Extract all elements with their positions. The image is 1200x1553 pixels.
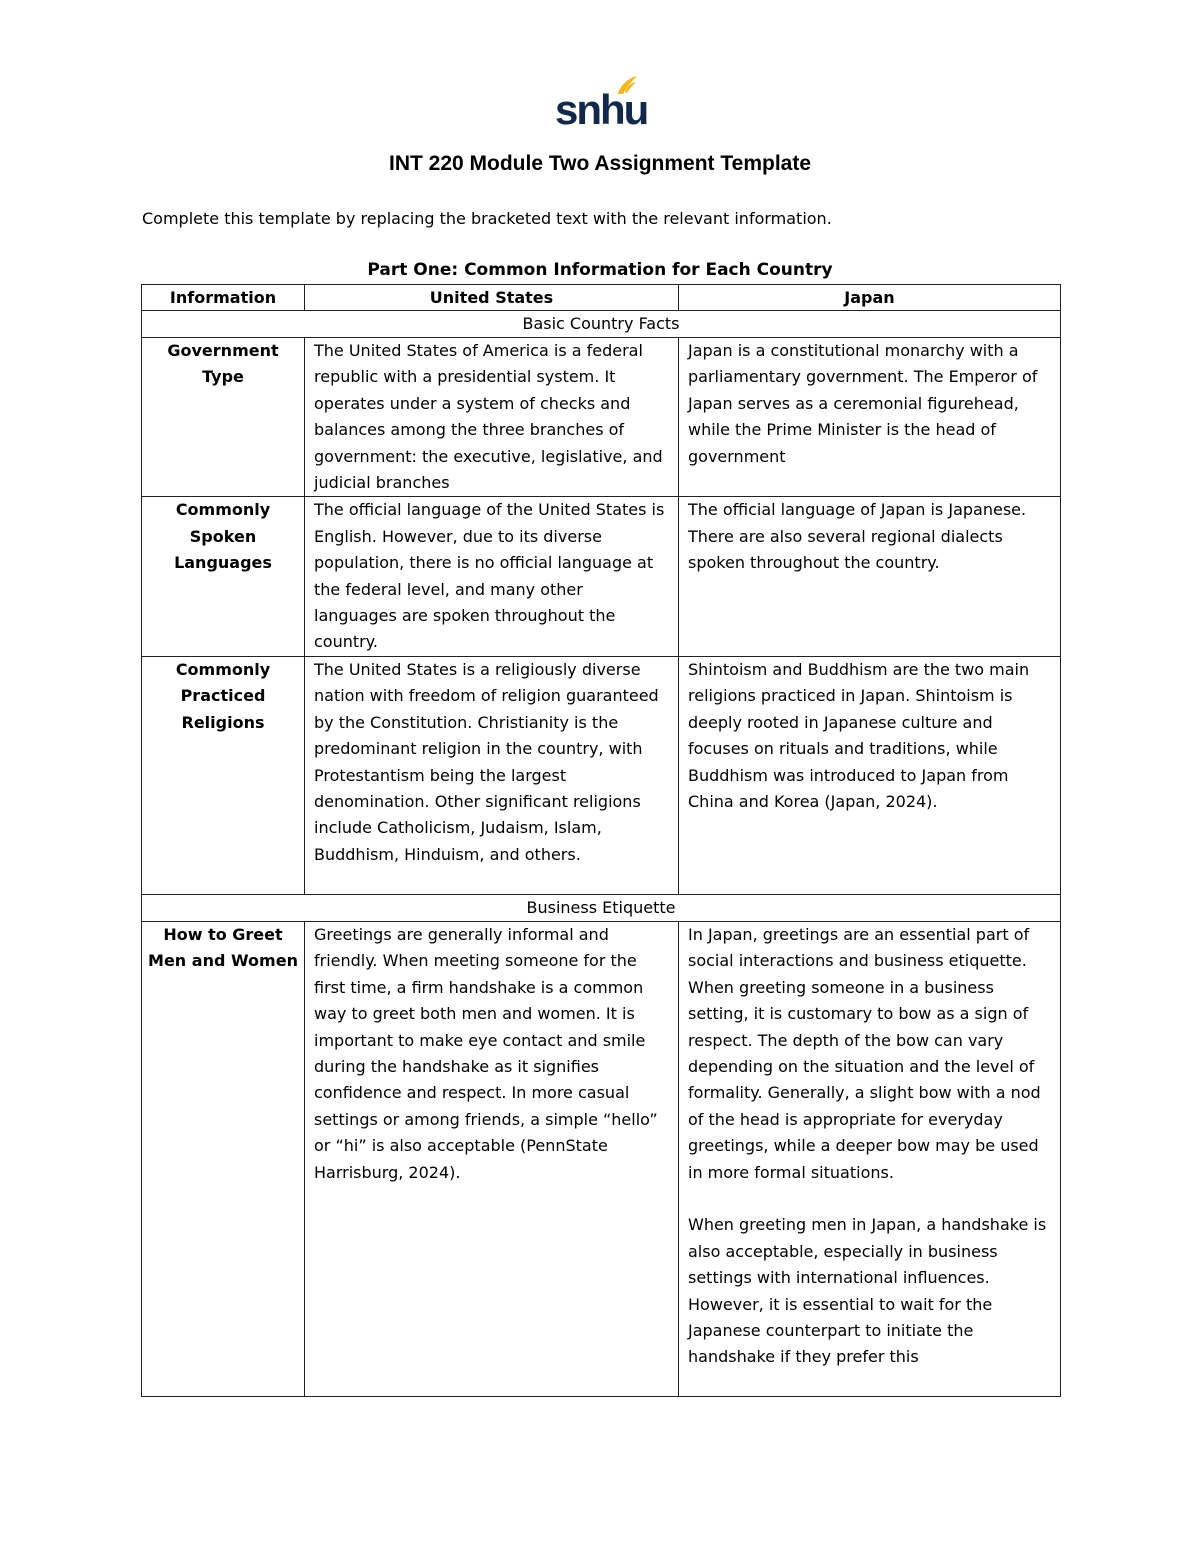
logo-text: snhu: [555, 86, 648, 133]
section-row: [142, 894, 1061, 921]
cell-text: The official language of the United States is English. However, due to its diverse population, there is no official language at the federal level, and many other languages are spoken throughout the country.: [314, 500, 665, 652]
cell-text: Japan is a constitutional monarchy with a parliamentary government. The Emperor of Japan serves as a ceremonial figurehead, while the Prime Minister is the head of government: [688, 341, 1038, 466]
section-basic-country-facts: Basic Country Facts: [142, 311, 1061, 338]
cell-japan-languages: [679, 497, 1061, 656]
header-united-states: United States: [305, 285, 679, 311]
cell-us-languages: [305, 497, 679, 656]
cell-japan-greetings: [679, 921, 1061, 1396]
header-japan: Japan: [679, 285, 1061, 311]
cell-text: Shintoism and Buddhism are the two main religions practiced in Japan. Shintoism is deeply rooted in Japanese culture and focuses on rituals and traditions, while Buddhism was introduced to Japan from China and Korea (Japan, 2024).: [688, 659, 1030, 811]
snhu-logo: [555, 74, 648, 133]
intro-text: Complete this template by replacing the bracketed text with the relevant information.: [142, 209, 832, 228]
cell-text: The United States is a religiously diverse nation with freedom of religion guaranteed by the Constitution. Christianity is the predominant religion in the country, with Protestantism being the largest denomination. Other significant religions include Catholicism, Judaism, Islam, Buddhism, Hinduism, and others.: [314, 659, 659, 864]
cell-us-government: [305, 338, 679, 497]
country-info-table: [141, 284, 1061, 1397]
table-row: [142, 921, 1061, 1396]
cell-text: In Japan, greetings are an essential part of social interactions and business etiquette. When greeting someone in a business setting, it is customary to bow as a sign of respect. The depth of the bow can vary depending on the situation and the level of formality. Generally, a slight bow with a nod of the head is appropriate for everyday greetings, while a deeper bow may be used in more formal situations. When greeting men in Japan, a handshake is also acceptable, especially in business settings with international influences. However, it is essential to wait for the Japanese counterpart to initiate the handshake if they prefer this: [688, 924, 1047, 1367]
table-row: [142, 338, 1061, 497]
row-label-languages: Commonly Spoken Languages: [142, 497, 305, 656]
cell-japan-religions: [679, 656, 1061, 894]
row-label-religions: Commonly Practiced Religions: [142, 656, 305, 894]
page-title: INT 220 Module Two Assignment Template: [389, 152, 811, 175]
cell-japan-government: [679, 338, 1061, 497]
table-header-row: [142, 285, 1061, 311]
cell-text: The official language of Japan is Japanese. There are also several regional dialects spoken throughout the country.: [688, 500, 1027, 573]
cell-text: Greetings are generally informal and friendly. When meeting someone for the first time, a firm handshake is a common way to greet both men and women. It is important to make eye contact and smile during the handshake as it signifies confidence and respect. In more casual settings or among friends, a simple “hello” or “hi” is also acceptable (PennState Harrisburg, 2024).: [314, 924, 658, 1182]
part-heading: Part One: Common Information for Each Country: [367, 260, 833, 280]
section-business-etiquette: Business Etiquette: [142, 894, 1061, 921]
cell-text: The United States of America is a federal republic with a presidential system. It operates under a system of checks and balances among the three branches of government: the executive, legislative, and judicial branches: [314, 341, 663, 493]
row-label-greetings: How to Greet Men and Women: [142, 921, 305, 1396]
section-row: [142, 311, 1061, 338]
header-information: Information: [142, 285, 305, 311]
table-row: [142, 656, 1061, 894]
cell-us-religions: [305, 656, 679, 894]
cell-us-greetings: [305, 921, 679, 1396]
table-row: [142, 497, 1061, 656]
row-label-government-type: Government Type: [142, 338, 305, 497]
